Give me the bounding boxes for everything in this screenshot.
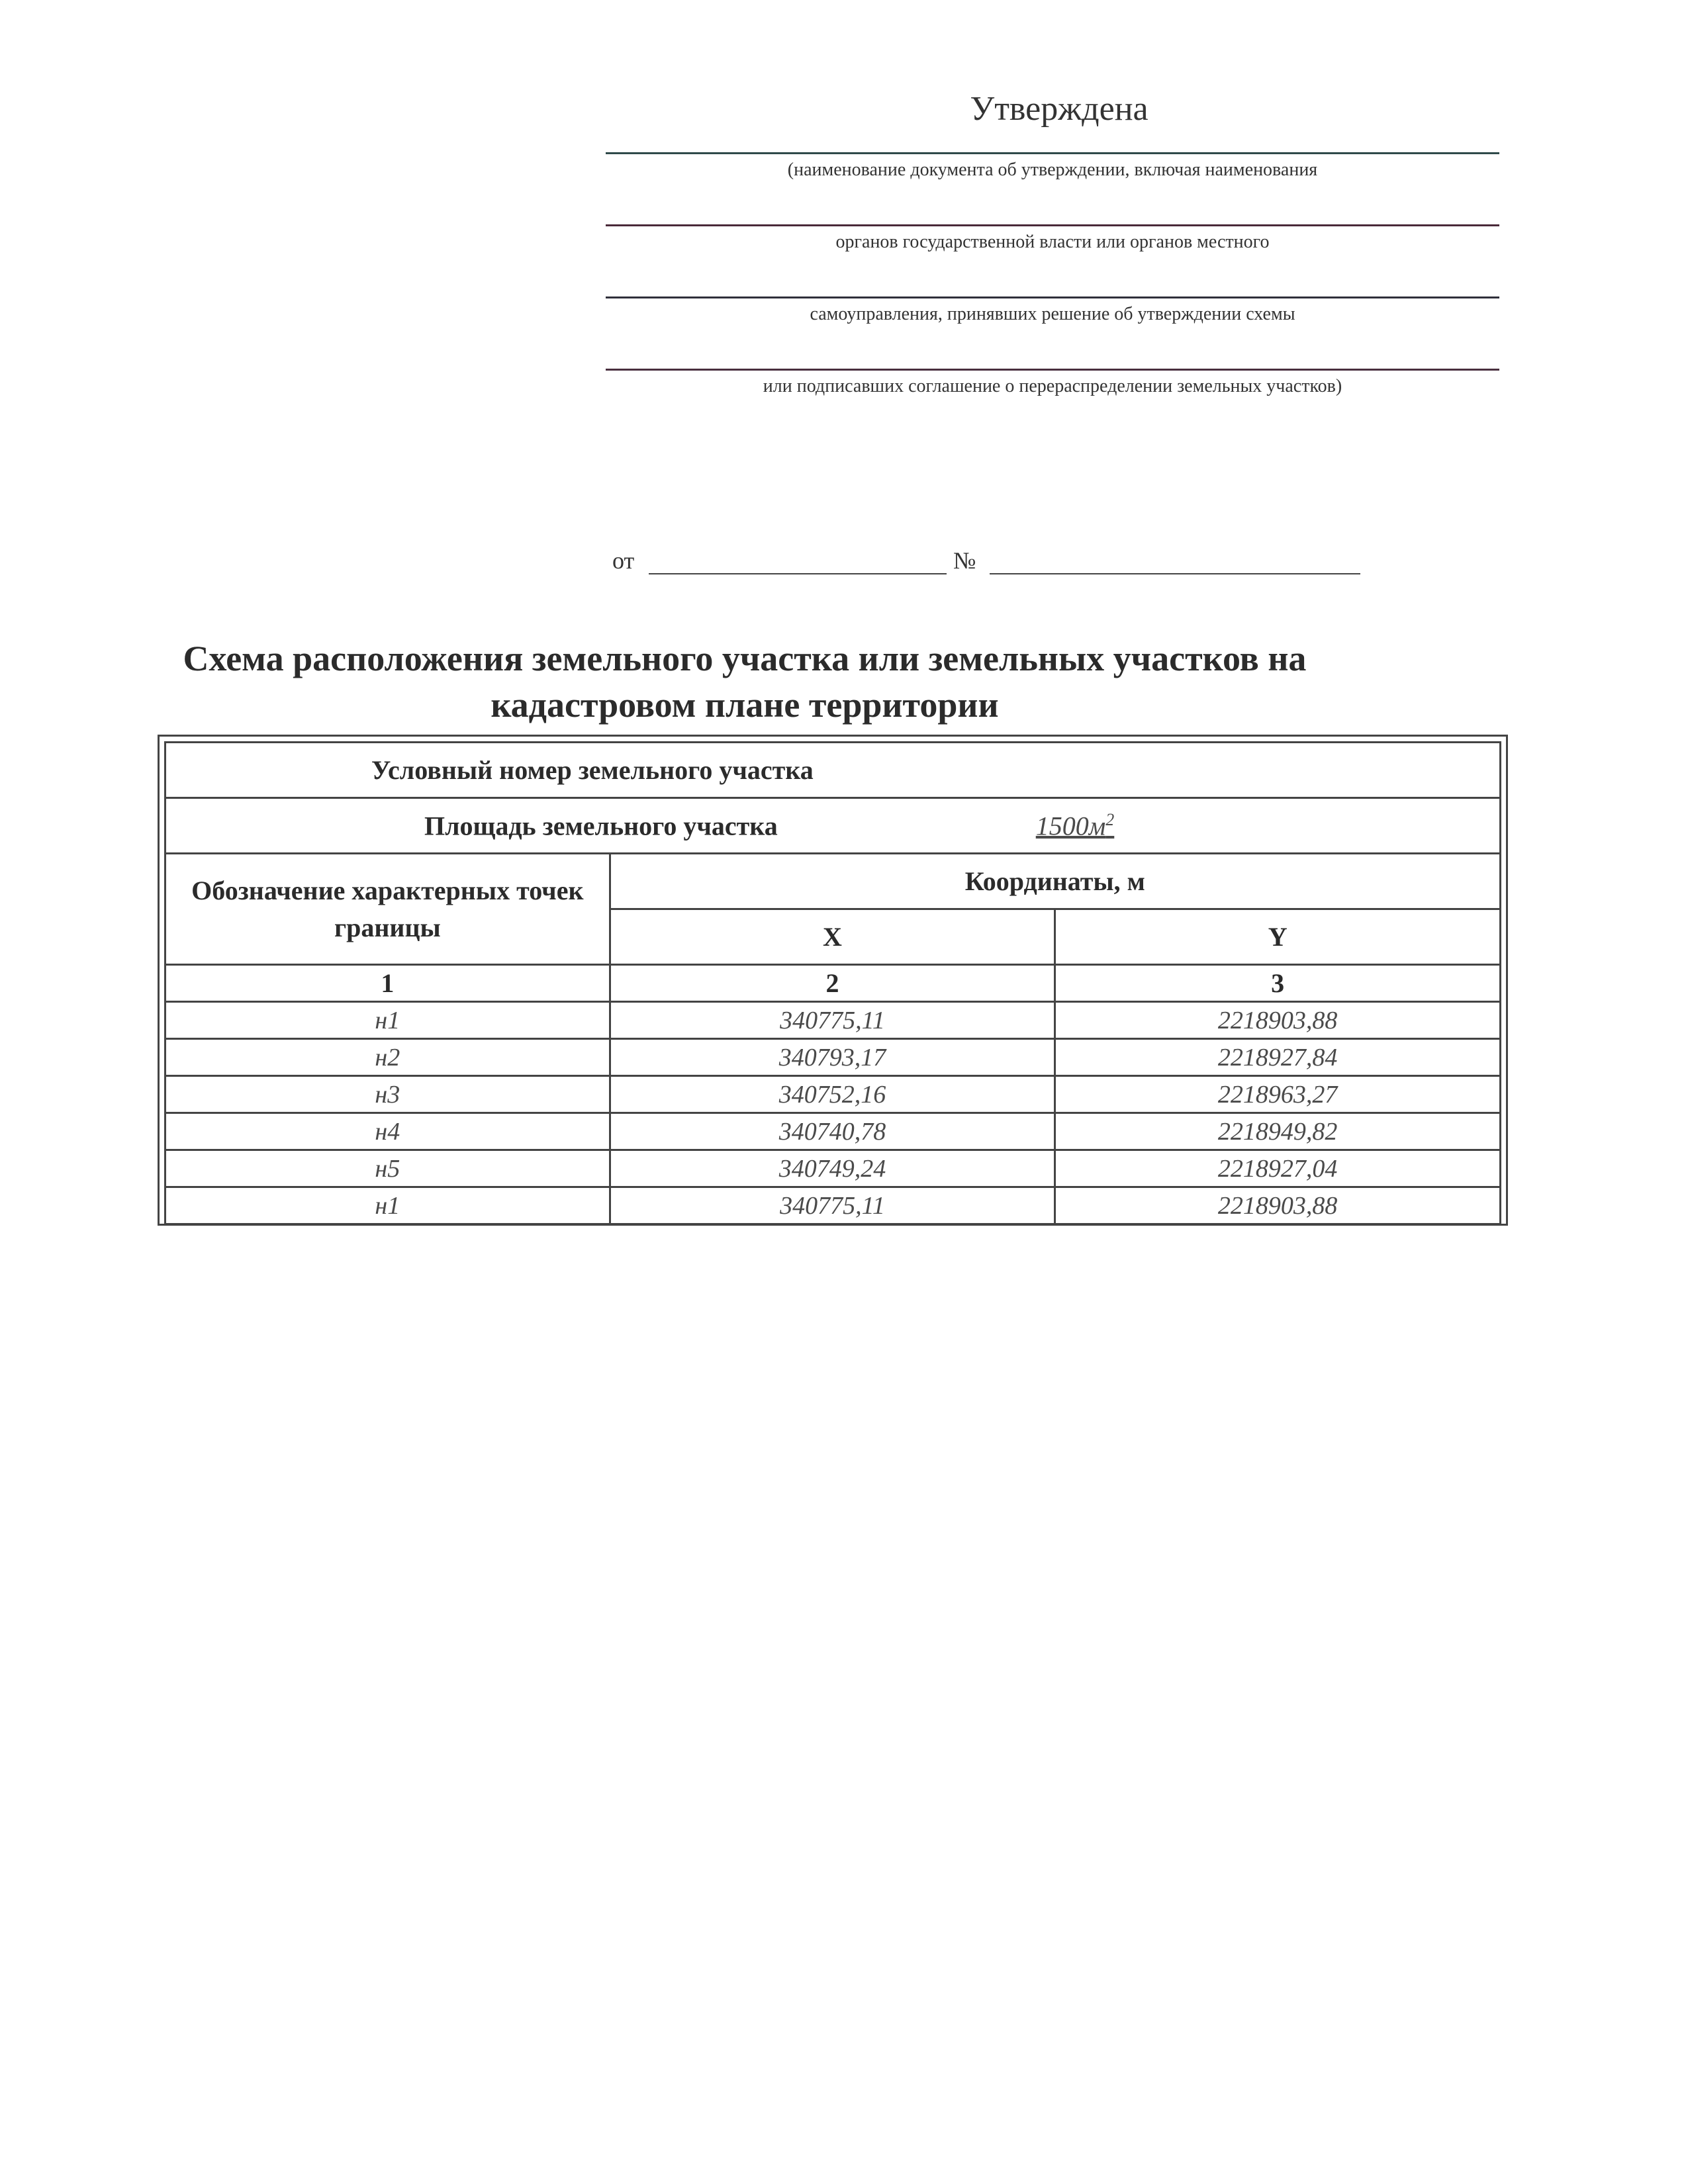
y-cell: 2218903,88 bbox=[1055, 1002, 1501, 1039]
table-row bbox=[165, 1076, 1501, 1113]
point-cell: н1 bbox=[165, 1002, 610, 1039]
number-field-line bbox=[990, 573, 1360, 574]
approval-caption-4: или подписавших соглашение о перераспределении земельных участков) bbox=[763, 376, 1342, 396]
approval-line bbox=[606, 224, 1499, 226]
y-cell: 2218963,27 bbox=[1055, 1076, 1501, 1113]
approval-caption-1: (наименование документа об утверждении, включая наименования bbox=[787, 159, 1318, 180]
col-number-2: 2 bbox=[610, 965, 1055, 1002]
points-header: Обозначение характерных точек границы bbox=[165, 854, 610, 965]
approval-block bbox=[606, 152, 1499, 441]
table-row bbox=[165, 1002, 1501, 1039]
x-cell: 340775,11 bbox=[610, 1002, 1055, 1039]
approved-title: Утверждена bbox=[970, 90, 1149, 128]
point-cell: н4 bbox=[165, 1113, 610, 1150]
table-row bbox=[165, 1039, 1501, 1076]
col-number-1: 1 bbox=[165, 965, 610, 1002]
x-header: X bbox=[610, 909, 1055, 965]
x-cell: 340752,16 bbox=[610, 1076, 1055, 1113]
date-label: от bbox=[612, 547, 635, 574]
x-cell: 340793,17 bbox=[610, 1039, 1055, 1076]
y-cell: 2218903,88 bbox=[1055, 1187, 1501, 1224]
document-title: Схема расположения земельного участка или земельных участков на кадастровом плане территории bbox=[183, 639, 1307, 725]
approval-caption-3: самоуправления, принявших решение об утверждении схемы bbox=[810, 304, 1295, 324]
y-cell: 2218949,82 bbox=[1055, 1113, 1501, 1150]
coordinates-table bbox=[164, 741, 1501, 1225]
col-number-3: 3 bbox=[1055, 965, 1501, 1002]
area-row bbox=[165, 798, 1501, 854]
point-cell: н5 bbox=[165, 1150, 610, 1187]
table-row bbox=[165, 1187, 1501, 1224]
date-field-line bbox=[649, 573, 947, 574]
coordinates-table-frame bbox=[158, 735, 1508, 1226]
x-cell: 340775,11 bbox=[610, 1187, 1055, 1224]
approval-line bbox=[606, 369, 1499, 371]
point-cell: н2 bbox=[165, 1039, 610, 1076]
number-label: № bbox=[953, 547, 976, 574]
approval-line bbox=[606, 152, 1499, 154]
date-number-row bbox=[612, 541, 1367, 581]
y-header: Y bbox=[1055, 909, 1501, 965]
coords-header: Координаты, м bbox=[610, 854, 1500, 909]
point-cell: н3 bbox=[165, 1076, 610, 1113]
area-unit-power: 2 bbox=[1105, 809, 1115, 829]
y-cell: 2218927,04 bbox=[1055, 1150, 1501, 1187]
approval-line bbox=[606, 296, 1499, 298]
x-cell: 340740,78 bbox=[610, 1113, 1055, 1150]
point-cell: н1 bbox=[165, 1187, 610, 1224]
x-cell: 340749,24 bbox=[610, 1150, 1055, 1187]
table-row bbox=[165, 1150, 1501, 1187]
area-label: Площадь земельного участка bbox=[424, 811, 778, 841]
approval-caption-2: органов государственной власти или органов местного bbox=[835, 232, 1270, 252]
area-value: $1500м^2$ bbox=[1035, 809, 1115, 841]
conditional-number-label: Условный номер земельного участка bbox=[165, 743, 1501, 798]
table-row bbox=[165, 1113, 1501, 1150]
y-cell: 2218927,84 bbox=[1055, 1039, 1501, 1076]
